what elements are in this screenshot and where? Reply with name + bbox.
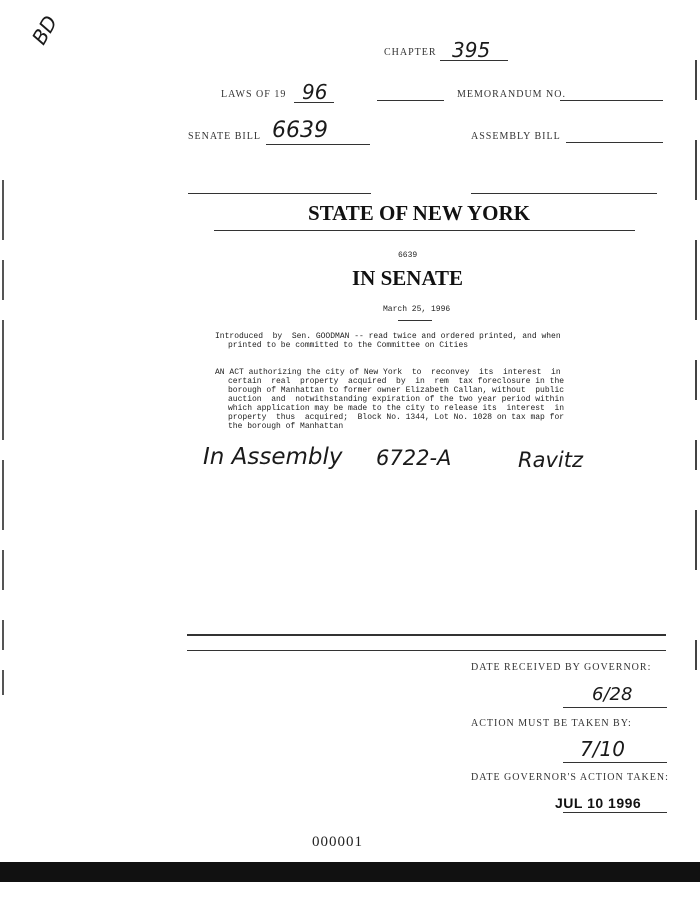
- introduced-line-1: Introduced by Sen. GOODMAN -- read twice and ordered printed, and when: [215, 332, 561, 341]
- date-rule: [398, 320, 432, 321]
- chapter-label: CHAPTER: [384, 47, 437, 58]
- header-rule-right: [471, 193, 657, 194]
- scan-bottom-bar: [0, 862, 700, 882]
- act-line: certain real property acquired by in rem tax foreclosure in the: [228, 377, 565, 386]
- laws-label: LAWS OF 19: [221, 89, 287, 100]
- bill-number: 6639: [398, 251, 418, 260]
- handwritten-assembly: In Assembly: [203, 444, 343, 470]
- act-line: auction and notwithstanding expiration of the two year period within: [228, 395, 565, 404]
- assembly-bill-line: [566, 142, 663, 143]
- laws-blank-line: [377, 100, 444, 101]
- laws-line: [294, 102, 334, 103]
- lower-rule-2: [187, 650, 666, 651]
- chapter-value: 395: [452, 38, 491, 62]
- date-received-value: 6/28: [592, 684, 633, 705]
- title-rule: [214, 230, 635, 231]
- date-action-label: DATE GOVERNOR'S ACTION TAKEN:: [471, 772, 669, 783]
- bill-date: March 25, 1996: [383, 305, 451, 314]
- memorandum-label: MEMORANDUM NO.: [457, 89, 567, 100]
- senate-bill-line: [266, 144, 370, 145]
- date-received-line: [563, 707, 667, 708]
- act-line: which application may be made to the city to release its interest in: [228, 404, 565, 413]
- laws-value: 96: [302, 80, 328, 104]
- scan-edge-left: [0, 150, 9, 710]
- scan-edge-right: [680, 40, 700, 800]
- margin-handwritten-mark: BD: [26, 11, 63, 49]
- handwritten-assembly-number: 6722-A: [376, 446, 452, 470]
- header-rule-left: [188, 193, 371, 194]
- date-action-line: [563, 812, 667, 813]
- lower-rule-1: [187, 634, 666, 636]
- handwritten-sponsor: Ravitz: [518, 448, 583, 472]
- introduced-line-2: printed to be committed to the Committee on Cities: [228, 341, 469, 350]
- action-must-label: ACTION MUST BE TAKEN BY:: [471, 718, 632, 729]
- date-received-label: DATE RECEIVED BY GOVERNOR:: [471, 662, 652, 673]
- chamber-title: IN SENATE: [352, 266, 464, 290]
- act-line: property thus acquired; Block No. 1344, Lot No. 1028 on tax map for: [228, 413, 565, 422]
- action-must-value: 7/10: [580, 737, 625, 761]
- action-must-line: [563, 762, 667, 763]
- chapter-line: [440, 60, 508, 61]
- act-line: borough of Manhattan to former owner Elizabeth Callan, without public: [228, 386, 565, 395]
- date-action-stamp: JUL 10 1996: [555, 795, 642, 811]
- act-line: the borough of Manhattan: [228, 422, 344, 431]
- senate-bill-value: 6639: [272, 118, 328, 143]
- state-title: STATE OF NEW YORK: [308, 201, 530, 225]
- senate-bill-label: SENATE BILL: [188, 131, 261, 142]
- assembly-bill-label: ASSEMBLY BILL: [471, 131, 561, 142]
- act-line: AN ACT authorizing the city of New York to reconvey its interest in: [215, 368, 561, 377]
- page-id: 000001: [312, 834, 363, 850]
- memorandum-line: [560, 100, 663, 101]
